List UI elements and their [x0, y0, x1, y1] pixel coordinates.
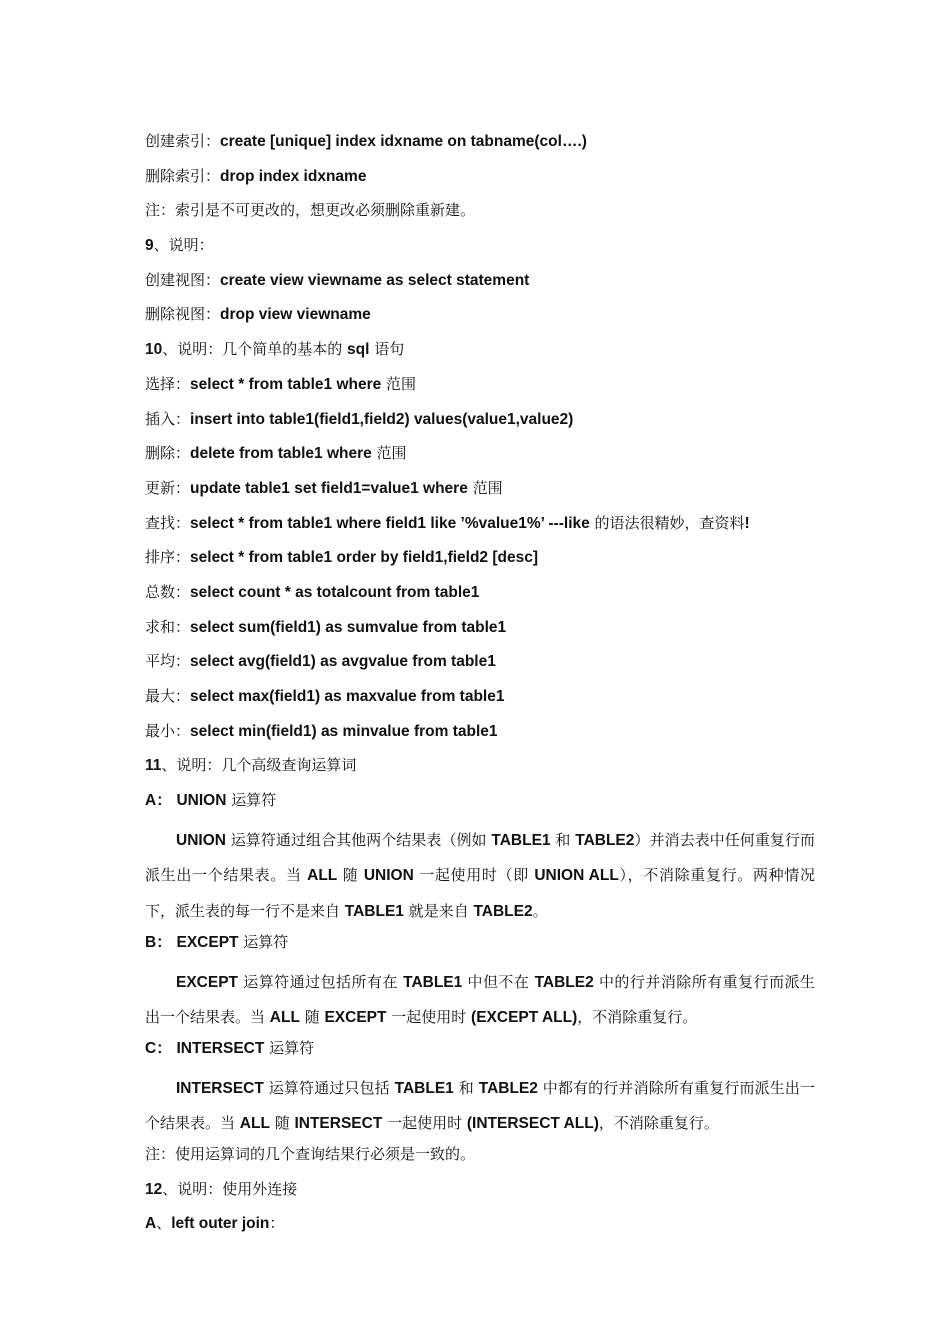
body-text: 范围: [381, 374, 417, 393]
code-text: create view viewname as select statement: [220, 271, 530, 289]
code-text: !: [744, 514, 750, 532]
code-text: INTERSECT: [294, 1115, 383, 1133]
code-text: TABLE2: [478, 1079, 538, 1097]
body-text: 最大：: [145, 687, 191, 705]
body-text: 查找：: [145, 513, 191, 532]
code-text: select * from table1 where: [190, 375, 382, 393]
body-text: 最小：: [145, 721, 191, 740]
body-text: 运算符通过只包括: [263, 1078, 395, 1097]
text-line: [145, 753, 815, 788]
text-line: [145, 684, 815, 719]
code-text: drop view viewname: [220, 306, 371, 324]
code-text: select max(field1) as maxvalue from table1: [190, 688, 505, 705]
code-text: TABLE2: [473, 903, 533, 921]
text-line: [145, 337, 815, 372]
code-text: B：: [145, 933, 172, 951]
code-text: drop index idxname: [220, 167, 367, 185]
body-text: 运算符: [264, 1038, 315, 1057]
code-text: select avg(field1) as avgvalue from table1: [190, 653, 496, 671]
code-text: (EXCEPT ALL): [471, 1009, 578, 1027]
code-text: 10: [145, 341, 163, 359]
body-text: ，不消除重复行。: [577, 1008, 698, 1027]
text-line: [145, 580, 815, 615]
body-text: 选择：: [145, 374, 191, 393]
body-text: 、: [156, 1214, 172, 1233]
body-text: 删除：: [145, 444, 191, 463]
code-text: TABLE2: [534, 973, 594, 991]
code-text: (INTERSECT ALL): [466, 1115, 599, 1133]
code-text: UNION ALL: [534, 867, 619, 885]
body-text: 一起使用时（即: [413, 866, 535, 885]
body-text: 中都有的行并消除所有重复行而派生出一个结果表。当: [145, 1078, 815, 1133]
text-line: [145, 476, 815, 511]
code-text: update table1 set field1=value1 where: [190, 479, 468, 497]
text-line: [145, 511, 815, 546]
union-paragraph: [145, 823, 815, 930]
body-text: 一起使用时: [382, 1114, 467, 1133]
code-text: EXCEPT: [324, 1009, 387, 1027]
body-text: 、说明：: [153, 236, 214, 255]
code-text: TABLE2: [575, 831, 635, 849]
code-text: select sum(field1) as sumvalue from table1: [190, 618, 507, 636]
code-text: 9: [145, 237, 154, 255]
body-text: 排序：: [145, 548, 191, 567]
body-text: 范围: [371, 444, 407, 463]
body-text: 运算符通过组合其他两个结果表（例如: [225, 830, 492, 849]
body-text: 范围: [467, 478, 503, 497]
code-text: UNION: [176, 831, 226, 849]
code-text: left outer join: [171, 1215, 270, 1233]
code-text: UNION: [176, 792, 227, 810]
code-text: select * from table1 where field1 like ’%value1%’ ---like: [190, 514, 590, 532]
body-text: 平均：: [145, 652, 191, 671]
code-text: ALL: [239, 1115, 270, 1133]
text-line: [145, 1211, 815, 1246]
code-text: TABLE1: [394, 1079, 454, 1097]
body-text: ）并消去表中任何重复行而派生出一个结果表。当: [145, 830, 815, 885]
code-text: TABLE1: [344, 903, 404, 921]
body-text: 删除索引：: [145, 166, 221, 185]
code-text: delete from table1 where: [190, 445, 372, 463]
code-text: select min(field1) as minvalue from table1: [190, 722, 498, 740]
code-text: sql: [347, 341, 370, 359]
body-text: 语句: [369, 340, 405, 359]
body-text: 求和：: [145, 617, 191, 636]
code-text: EXCEPT: [176, 973, 239, 991]
body-text: 中但不在: [462, 972, 535, 991]
body-text: 随: [269, 1114, 295, 1133]
text-line: [145, 268, 815, 303]
body-text: 随: [337, 866, 364, 885]
body-text: 。: [532, 902, 548, 921]
intersect-heading: [145, 1036, 815, 1071]
body-text: 插入：: [145, 409, 191, 428]
document-body: [145, 129, 815, 1246]
text-line: [145, 1177, 815, 1212]
except-heading: [145, 930, 815, 965]
body-text: 的语法很精妙，查资料: [589, 513, 745, 532]
body-text: 删除视图：: [145, 305, 221, 324]
body-text: 注：索引是不可更改的，想更改必须删除重新建。: [145, 201, 476, 220]
code-text: INTERSECT: [176, 1079, 264, 1097]
body-text: ：: [269, 1214, 285, 1233]
body-text: 运算符: [226, 791, 277, 810]
body-text: 一起使用时: [386, 1008, 472, 1027]
text-line: [145, 372, 815, 407]
text-line: [145, 615, 815, 650]
except-paragraph: [145, 965, 815, 1036]
code-text: insert into table1(field1,field2) values(value1,value2): [190, 410, 574, 428]
code-text: INTERSECT: [176, 1039, 265, 1057]
body-text: 注：使用运算词的几个查询结果行必须是一致的。: [145, 1145, 476, 1164]
statement-list: [145, 129, 815, 823]
body-text: 、说明：几个高级查询运算词: [161, 756, 357, 775]
text-line: [145, 302, 815, 337]
text-line: [145, 1142, 815, 1177]
text-line: [145, 129, 815, 164]
text-line: [145, 407, 815, 442]
code-text: UNION: [363, 867, 414, 885]
body-text: 、说明：使用外连接: [162, 1179, 298, 1198]
code-text: ALL: [269, 1009, 300, 1027]
body-text: ），不消除重复行。两种情况下，派生表的每一行不是来自: [145, 866, 815, 921]
body-text: 和: [550, 830, 576, 849]
body-text: 、说明：几个简单的基本的: [162, 340, 348, 359]
body-text: 运算符: [238, 932, 289, 951]
code-text: A: [145, 1215, 157, 1233]
code-text: select * from table1 order by field1,field2 [desc]: [190, 549, 539, 567]
code-text: EXCEPT: [176, 933, 239, 951]
code-text: C：: [145, 1039, 172, 1057]
code-text: 11: [145, 757, 162, 775]
body-text: 更新：: [145, 478, 191, 497]
text-line: [145, 233, 815, 268]
code-text: 12: [145, 1180, 163, 1198]
text-line: [145, 198, 815, 233]
tail-lines: [145, 1142, 815, 1246]
text-line: [145, 649, 815, 684]
code-text: select count * as totalcount from table1: [190, 583, 480, 601]
text-line: [145, 441, 815, 476]
body-text: 和: [453, 1078, 479, 1097]
body-text: 创建视图：: [145, 270, 221, 289]
code-text: TABLE1: [491, 831, 551, 849]
code-text: A：: [145, 792, 172, 810]
text-line: [145, 719, 815, 754]
body-text: 就是来自: [403, 902, 474, 921]
code-text: ALL: [307, 867, 338, 885]
body-text: ，不消除重复行。: [598, 1114, 719, 1133]
intersect-paragraph: [145, 1071, 815, 1142]
code-text: create [unique] index idxname on tabname(col….): [220, 133, 587, 150]
text-line: [145, 545, 815, 580]
text-line: [145, 164, 815, 199]
body-text: 创建索引：: [145, 132, 221, 150]
body-text: 随: [299, 1008, 325, 1027]
body-text: 运算符通过包括所有在: [238, 972, 404, 991]
body-text: 中的行并消除所有重复行而派生出一个结果表。当: [145, 972, 815, 1027]
text-line: [145, 788, 815, 823]
body-text: 总数：: [145, 582, 191, 601]
code-text: TABLE1: [403, 973, 463, 991]
